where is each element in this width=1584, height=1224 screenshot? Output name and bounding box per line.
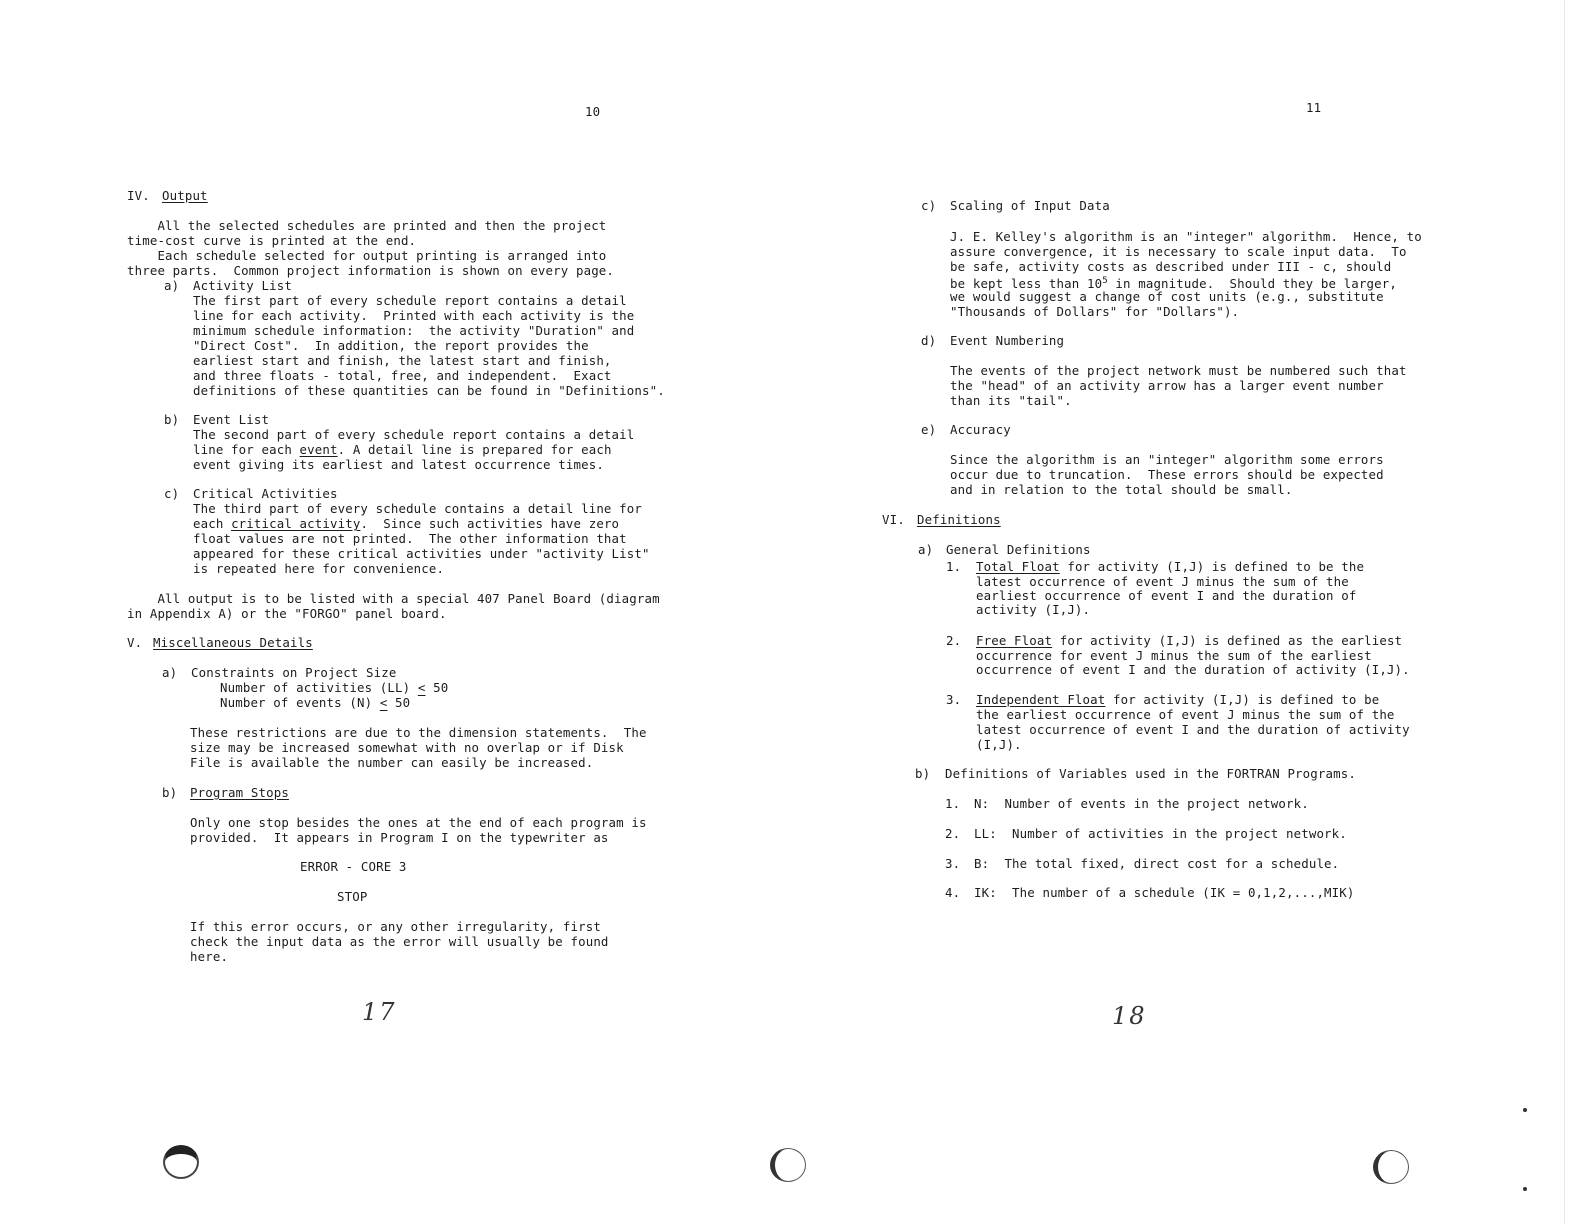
variable-number: 1. — [945, 796, 961, 811]
subheading-scaling: Scaling of Input Data — [950, 198, 1110, 213]
text-run: for activity (I,J) is defined to be the — [1059, 559, 1365, 574]
definition-line: latest occurrence of event J minus the sum of the — [976, 574, 1349, 589]
paragraph-line: "Direct Cost". In addition, the report provides the — [193, 338, 589, 353]
text-run: . A detail line is prepared for each — [337, 442, 612, 457]
underlined-term: event — [299, 442, 338, 457]
paragraph-line: here. — [190, 949, 229, 964]
text-run: for activity (I,J) is defined to be — [1105, 692, 1380, 707]
page-number: 11 — [1306, 100, 1322, 115]
defined-term: Free Float — [976, 633, 1053, 648]
text-run: Number of activities (LL) — [220, 680, 418, 695]
paragraph-line: "Thousands of Dollars" for "Dollars"). — [950, 304, 1240, 319]
definition-line: (I,J). — [976, 737, 1022, 752]
defined-term: Independent Float — [976, 692, 1106, 707]
paragraph-line: Since the algorithm is an "integer" algorithm some errors — [950, 452, 1384, 467]
text-run: Number of events (N) — [220, 695, 380, 710]
definition-line — [976, 692, 1379, 707]
section-numeral: VI. — [882, 512, 905, 527]
constraint-line — [220, 680, 448, 695]
definition-number: 3. — [946, 692, 962, 707]
defined-term: Total Float — [976, 559, 1060, 574]
stop-message: STOP — [337, 889, 368, 904]
paragraph-line: three parts. Common project information is shown on every page. — [127, 263, 615, 278]
paragraph-line: The first part of every schedule report contains a detail — [193, 293, 627, 308]
section-heading-definitions: Definitions — [917, 512, 1001, 527]
subheading-constraints: Constraints on Project Size — [191, 665, 397, 680]
definition-line: activity (I,J). — [976, 602, 1091, 617]
paragraph-line: J. E. Kelley's algorithm is an "integer" algorithm. Hence, to — [950, 229, 1422, 244]
paragraph-line: earliest start and finish, the latest start and finish, — [193, 353, 612, 368]
paragraph-line — [193, 442, 612, 457]
list-marker: a) — [918, 542, 934, 557]
text-run: line for each — [193, 442, 300, 457]
variable-number: 2. — [945, 826, 961, 841]
paragraph-line: is repeated here for convenience. — [193, 561, 445, 576]
paragraph-line: occur due to truncation. These errors should be expected — [950, 467, 1384, 482]
list-marker: c) — [164, 486, 180, 501]
list-marker: b) — [915, 766, 931, 781]
definition-line: earliest occurrence of event I and the duration of — [976, 588, 1357, 603]
paragraph-line: All the selected schedules are printed and then the project — [127, 218, 607, 233]
underlined-term: critical activity — [231, 516, 361, 531]
text-run: . Since such activities have zero — [360, 516, 620, 531]
paragraph-line: appeared for these critical activities under "activity List" — [193, 546, 650, 561]
paragraph-line: check the input data as the error will usually be found — [190, 934, 609, 949]
subheading-general-definitions: General Definitions — [946, 542, 1091, 557]
variable-definition: IK: The number of a schedule (IK = 0,1,2,...,MIK) — [974, 885, 1355, 900]
subheading-accuracy: Accuracy — [950, 422, 1011, 437]
variable-definition: LL: Number of activities in the project network. — [974, 826, 1347, 841]
page-edge-line — [1564, 0, 1565, 1224]
section-heading-output: Output — [162, 188, 208, 203]
paragraph-line: assure convergence, it is necessary to scale input data. To — [950, 244, 1407, 259]
paragraph-line: The third part of every schedule contains a detail line for — [193, 501, 642, 516]
error-message: ERROR - CORE 3 — [300, 859, 407, 874]
paragraph-line: line for each activity. Printed with each activity is the — [193, 308, 635, 323]
paragraph-line: All output is to be listed with a special 407 Panel Board (diagram — [127, 591, 660, 606]
paragraph-line: provided. It appears in Program I on the typewriter as — [190, 830, 609, 845]
section-heading-misc: Miscellaneous Details — [153, 635, 313, 650]
paragraph-line: minimum schedule information: the activity "Duration" and — [193, 323, 635, 338]
less-or-equal-symbol: < — [417, 680, 426, 695]
speck-mark-icon — [1523, 1108, 1527, 1112]
definition-line: the earliest occurrence of event J minus the sum of the — [976, 707, 1395, 722]
text-run: be kept less than 10 — [950, 276, 1103, 291]
paragraph-line: and in relation to the total should be small. — [950, 482, 1293, 497]
list-marker: a) — [164, 278, 180, 293]
section-numeral: V. — [127, 635, 143, 650]
list-marker: b) — [162, 785, 178, 800]
binder-hole-icon — [1373, 1150, 1409, 1184]
right-page — [792, 0, 1584, 1224]
subheading-variables: Definitions of Variables used in the FORTRAN Programs. — [945, 766, 1356, 781]
variable-definition: N: Number of events in the project network. — [974, 796, 1309, 811]
paragraph-line: The second part of every schedule report contains a detail — [193, 427, 635, 442]
paragraph-line: float values are not printed. The other information that — [193, 531, 627, 546]
list-marker: c) — [921, 198, 937, 213]
paragraph-line: in Appendix A) or the "FORGO" panel board. — [127, 606, 447, 621]
subheading-event-list: Event List — [193, 412, 270, 427]
list-marker: d) — [921, 333, 937, 348]
subheading-program-stops: Program Stops — [190, 785, 289, 800]
handwritten-page-number: 18 — [1112, 1002, 1147, 1030]
list-marker: e) — [921, 422, 937, 437]
text-run: for activity (I,J) is defined as the earliest — [1052, 633, 1403, 648]
page-number: 10 — [585, 104, 601, 119]
less-or-equal-symbol: < — [379, 695, 388, 710]
paragraph-line: we would suggest a change of cost units (e.g., substitute — [950, 289, 1384, 304]
definition-number: 1. — [946, 559, 962, 574]
subheading-event-numbering: Event Numbering — [950, 333, 1065, 348]
text-run: each — [193, 516, 232, 531]
text-run: 50 — [425, 680, 449, 695]
binder-hole-icon — [163, 1145, 199, 1179]
handwritten-page-number: 17 — [362, 998, 397, 1026]
definition-line — [976, 559, 1364, 574]
paragraph-line: size may be increased somewhat with no overlap or if Disk — [190, 740, 624, 755]
definition-line — [976, 633, 1402, 648]
paragraph-line: time-cost curve is printed at the end. — [127, 233, 417, 248]
paragraph-line: be safe, activity costs as described under III - c, should — [950, 259, 1392, 274]
paragraph-line: definitions of these quantities can be found in "Definitions". — [193, 383, 665, 398]
variable-definition: B: The total fixed, direct cost for a schedule. — [974, 856, 1340, 871]
list-marker: a) — [162, 665, 178, 680]
definition-line: latest occurrence of event I and the duration of activity — [976, 722, 1410, 737]
subheading-activity-list: Activity List — [193, 278, 292, 293]
paragraph-line: If this error occurs, or any other irregularity, first — [190, 919, 601, 934]
paragraph-line — [193, 516, 619, 531]
paragraph-line: The events of the project network must be numbered such that — [950, 363, 1407, 378]
variable-number: 4. — [945, 885, 961, 900]
list-marker: b) — [164, 412, 180, 427]
definition-line: occurrence of event I and the duration of activity (I,J). — [976, 662, 1410, 677]
paragraph-line: File is available the number can easily be increased. — [190, 755, 594, 770]
paragraph-line: the "head" of an activity arrow has a larger event number — [950, 378, 1384, 393]
paragraph-line: event giving its earliest and latest occurrence times. — [193, 457, 604, 472]
paragraph-line: and three floats - total, free, and independent. Exact — [193, 368, 612, 383]
text-run: in magnitude. Should they be larger, — [1107, 276, 1397, 291]
paragraph-line: Each schedule selected for output printing is arranged into — [127, 248, 607, 263]
constraint-line — [220, 695, 410, 710]
subheading-critical-activities: Critical Activities — [193, 486, 338, 501]
speck-mark-icon — [1523, 1187, 1527, 1191]
definition-line: occurrence for event J minus the sum of the earliest — [976, 648, 1372, 663]
superscript: 5 — [1102, 276, 1108, 286]
variable-number: 3. — [945, 856, 961, 871]
definition-number: 2. — [946, 633, 962, 648]
paragraph-line: Only one stop besides the ones at the end of each program is — [190, 815, 647, 830]
text-run: 50 — [387, 695, 411, 710]
section-numeral: IV. — [127, 188, 150, 203]
paragraph-line: than its "tail". — [950, 393, 1072, 408]
paragraph-line: These restrictions are due to the dimension statements. The — [190, 725, 647, 740]
